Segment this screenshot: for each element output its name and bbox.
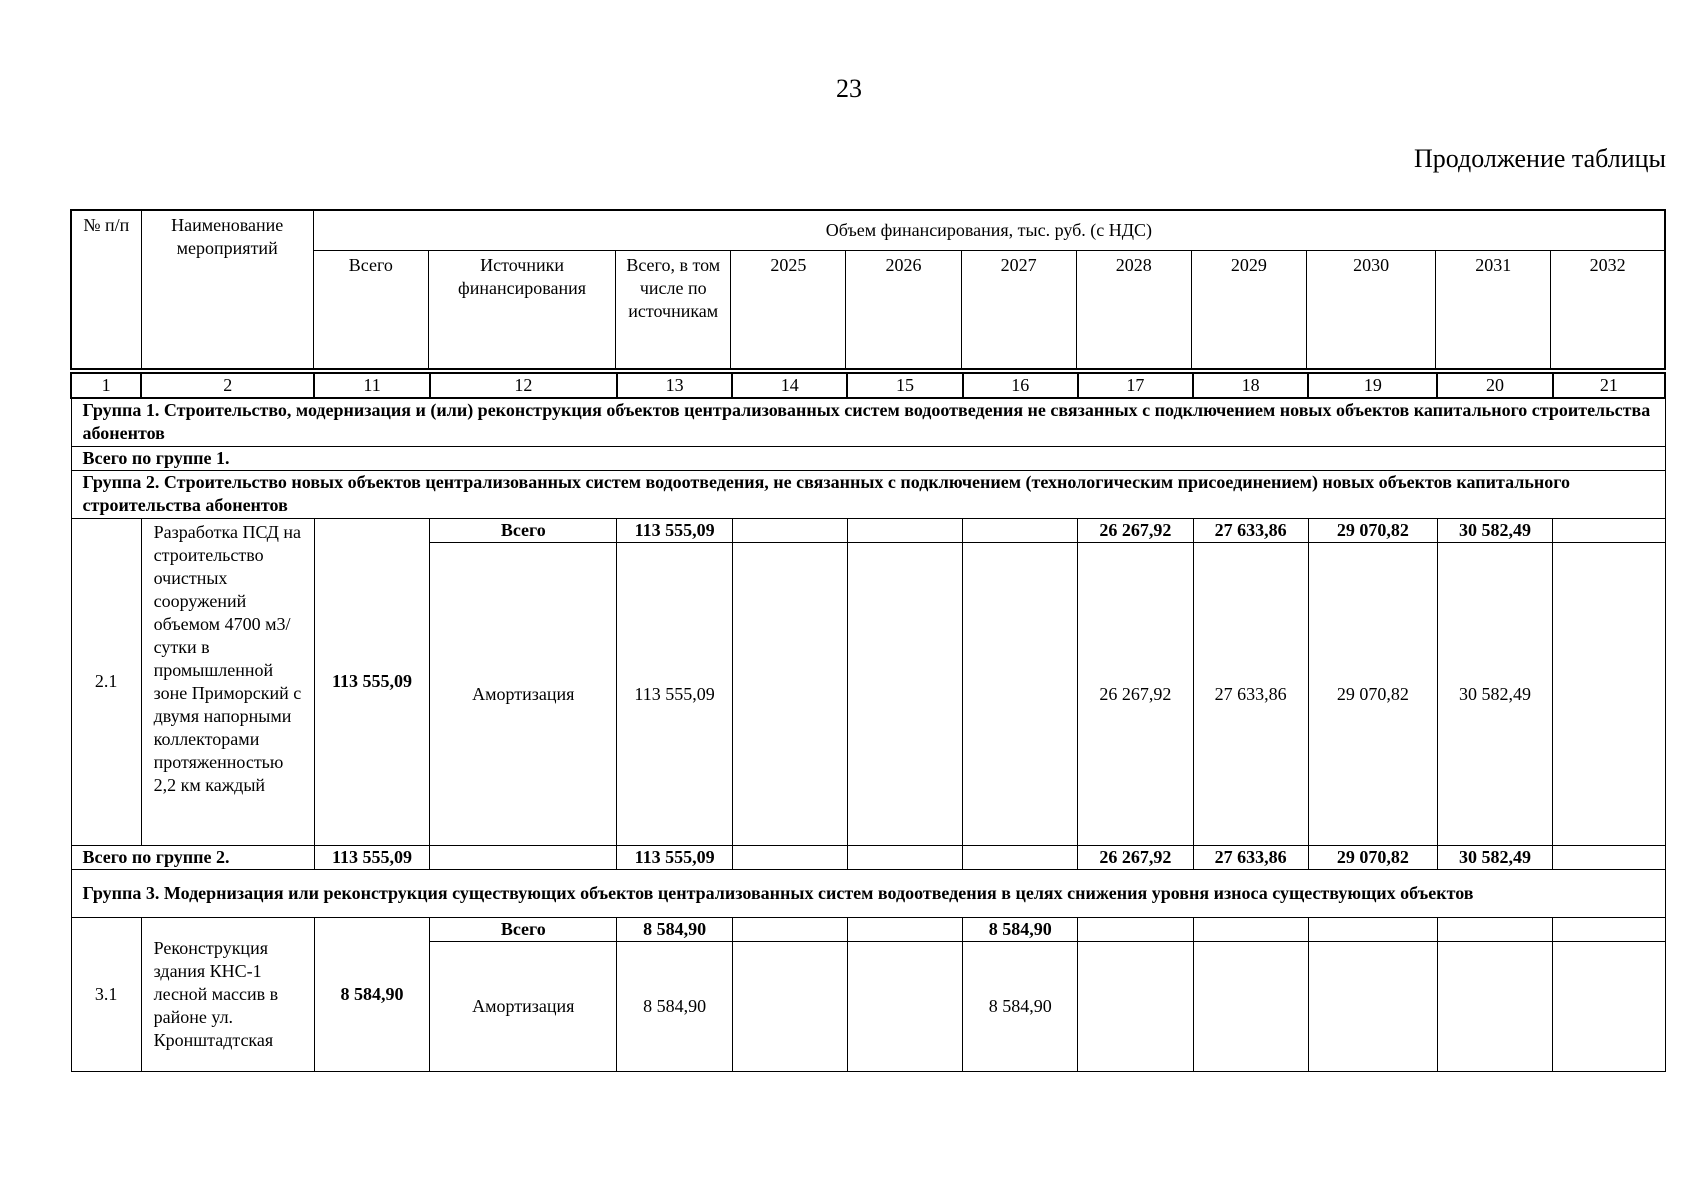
source-total-label: Всего [430,518,617,542]
year-value [963,845,1078,869]
source-label: Амортизация [430,941,617,1071]
year-value [963,542,1078,845]
year-value: 30 582,49 [1437,845,1552,869]
header-sources: Источники финансирования [428,250,615,369]
item-3-1-num: 3.1 [71,917,141,1071]
source-sum: 113 555,09 [617,542,732,845]
column-number: 19 [1308,373,1437,398]
header-year: 2026 [846,250,961,369]
group-2-title: Группа 2. Строительство новых объектов централизованных систем водоотведения, не связанных с подключением (технологическим присоединением) новых объектов капитального строительства абонентов [71,470,1665,518]
year-value [1553,542,1665,845]
year-value: 8 584,90 [963,917,1078,941]
group-row [71,869,1665,917]
year-value: 8 584,90 [963,941,1078,1071]
group-3-title: Группа 3. Модернизация или реконструкция существующих объектов централизованных систем водоотведения в целях снижения уровня износа существующих объектов [71,869,1665,917]
column-numbers-row [71,373,1665,398]
year-value: 27 633,86 [1193,542,1308,845]
column-number: 11 [314,373,429,398]
year-value [1437,941,1552,1071]
group-total-row [71,845,1665,869]
header-year: 2031 [1436,250,1551,369]
table-body [70,372,1666,1072]
year-value: 26 267,92 [1078,542,1193,845]
page-number: 23 [836,74,862,103]
header-total: Всего [313,250,428,369]
source-label: Амортизация [430,542,617,845]
source-sum: 8 584,90 [617,941,732,1071]
year-value [1553,518,1665,542]
header-year: 2029 [1191,250,1306,369]
group-row [71,470,1665,518]
header-year: 2032 [1551,250,1665,369]
year-value [732,917,847,941]
group-row [71,398,1665,446]
year-value [1193,917,1308,941]
year-value [847,518,962,542]
column-number: 17 [1078,373,1193,398]
header-year: 2025 [731,250,846,369]
column-number: 12 [430,373,617,398]
column-number: 18 [1193,373,1308,398]
header-year: 2030 [1307,250,1436,369]
group-1-title: Группа 1. Строительство, модернизация и (или) реконструкция объектов централизованных систем водоотведения не связанных с подключением новых объектов капитального строительства абонентов [71,398,1665,446]
table-row [71,917,1665,941]
group-2-total: 113 555,09 [314,845,429,869]
year-value [963,518,1078,542]
item-2-1-num: 2.1 [71,518,141,845]
group-2-source-empty [430,845,617,869]
header-funding-title: Объем финансирования, тыс. руб. (с НДС) [313,210,1665,250]
year-value: 27 633,86 [1193,845,1308,869]
year-value [1078,941,1193,1071]
year-value [1078,917,1193,941]
header-year: 2028 [1076,250,1191,369]
item-3-1-name: Реконструкция здания КНС-1 лесной массив в районе ул. Кронштадтская [141,917,314,1071]
item-3-1-total: 8 584,90 [314,917,429,1071]
year-value [1308,917,1437,941]
column-number: 15 [847,373,962,398]
year-value: 30 582,49 [1437,542,1552,845]
year-value [847,542,962,845]
year-value [847,941,962,1071]
group-1-total-label: Всего по группе 1. [71,446,1665,470]
header-total-by-source: Всего, в том числе по источникам [616,250,731,369]
header-name: Наименование мероприятий [141,210,313,369]
column-number: 21 [1553,373,1665,398]
group-2-sum: 113 555,09 [617,845,732,869]
header-num: № п/п [71,210,141,369]
year-value: 29 070,82 [1308,542,1437,845]
year-value [1553,917,1665,941]
table-row [71,518,1665,542]
source-total-label: Всего [430,917,617,941]
source-total-sum: 113 555,09 [617,518,732,542]
column-number: 20 [1437,373,1552,398]
column-number: 14 [732,373,847,398]
year-value [1308,941,1437,1071]
group-total-row [71,446,1665,470]
year-value: 30 582,49 [1437,518,1552,542]
year-value: 26 267,92 [1078,518,1193,542]
column-number: 13 [617,373,732,398]
year-value [1553,845,1665,869]
column-number: 1 [71,373,141,398]
item-2-1-name: Разработка ПСД на строительство очистных сооружений объемом 4700 м3/сутки в промышленной зоне Приморский с двумя напорными коллекторами протяженностью 2,2 км каждый [141,518,314,845]
header-year: 2027 [961,250,1076,369]
year-value [847,917,962,941]
year-value [732,941,847,1071]
year-value: 27 633,86 [1193,518,1308,542]
year-value [732,518,847,542]
year-value: 26 267,92 [1078,845,1193,869]
column-number: 16 [963,373,1078,398]
year-value [732,542,847,845]
year-value [1437,917,1552,941]
year-value: 29 070,82 [1308,845,1437,869]
year-value [847,845,962,869]
year-value [1553,941,1665,1071]
group-2-total-label: Всего по группе 2. [71,845,314,869]
column-number: 2 [141,373,314,398]
year-value [732,845,847,869]
year-value: 29 070,82 [1308,518,1437,542]
item-2-1-total: 113 555,09 [314,518,429,845]
continuation-label: Продолжение таблицы [1414,144,1666,173]
year-value [1193,941,1308,1071]
table-header [70,209,1666,370]
source-total-sum: 8 584,90 [617,917,732,941]
